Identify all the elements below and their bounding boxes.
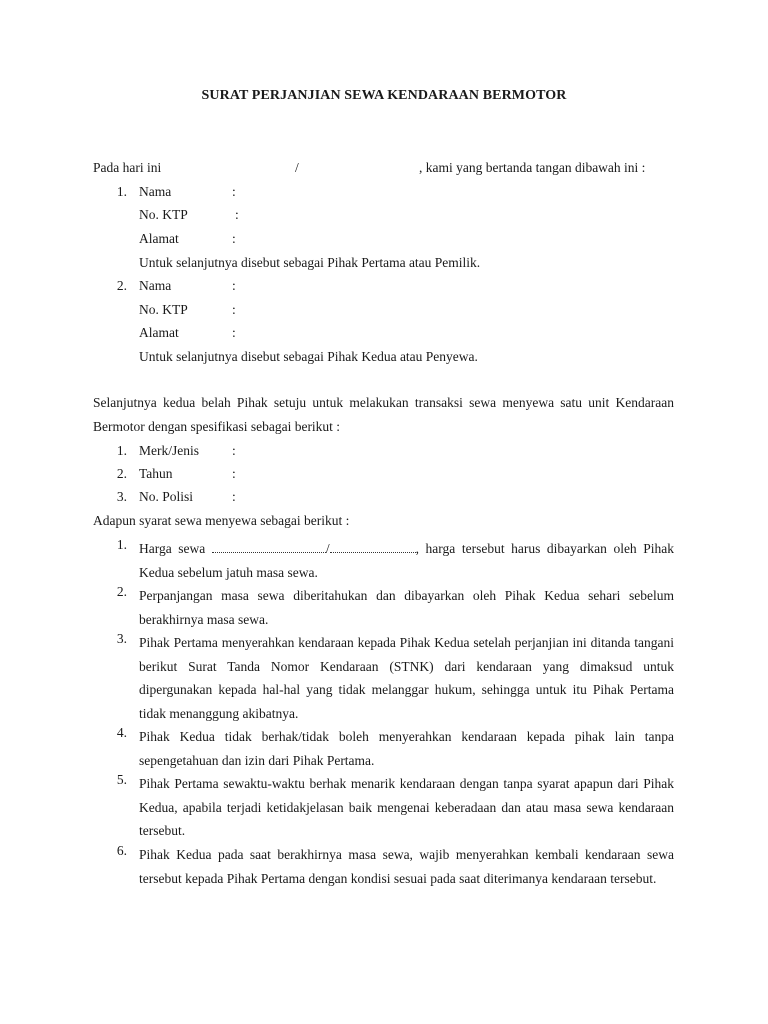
period-blank <box>330 541 416 553</box>
party-number: 1. <box>116 184 127 199</box>
list-number: 2. <box>116 466 127 481</box>
field-label-ktp: No. KTP <box>139 207 188 222</box>
field-colon: : <box>232 325 236 340</box>
field-label-ktp: No. KTP <box>139 302 188 317</box>
terms-intro: Adapun syarat sewa menyewa sebagai berikut : <box>93 513 350 528</box>
price-blank <box>212 541 326 553</box>
vehicle-label-polisi: No. Polisi <box>139 489 194 504</box>
opening-prefix: Pada hari ini <box>93 160 162 175</box>
document-title: SURAT PERJANJIAN SEWA KENDARAAN BERMOTOR <box>201 88 567 103</box>
opening-slash: / <box>295 160 299 175</box>
opening-suffix: , kami yang bertanda tangan dibawah ini : <box>419 160 646 175</box>
term-text: Pihak Pertama menyerahkan kendaraan kepada Pihak Kedua setelah perjanjian ini ditanda tangani berikut Surat Tanda Nomor Kendaraan (STNK) dari kendaraan yang dimaksud untuk dipergunakan kepada hal-hal yang tidak melanggar hukum, sehingga untuk itu Pihak Pertama tidak menanggung akibatnya. <box>139 635 674 721</box>
field-colon: : <box>232 466 236 481</box>
field-label-nama: Nama <box>139 278 172 293</box>
field-colon: : <box>232 302 236 317</box>
list-number: 3. <box>116 631 127 646</box>
list-number: 1. <box>116 443 127 458</box>
agreement-intro: Selanjutnya kedua belah Pihak setuju untuk melakukan transaksi sewa menyewa satu unit Kendaraan Bermotor dengan spesifikasi sebagai berikut : <box>93 395 674 434</box>
field-colon: : <box>232 184 236 199</box>
price-slash: / <box>325 541 330 556</box>
list-number: 4. <box>116 725 127 740</box>
list-number: 5. <box>116 772 127 787</box>
field-label-nama: Nama <box>139 184 172 199</box>
list-number: 2. <box>116 584 127 599</box>
term-price-text: , harga tersebut harus dibayarkan oleh Pihak Kedua sebelum jatuh masa sewa. <box>139 541 674 580</box>
field-colon: : <box>235 207 239 222</box>
list-number: 3. <box>116 489 127 504</box>
term-price-label: Harga sewa <box>139 541 206 556</box>
party-number: 2. <box>116 278 127 293</box>
term-text: Perpanjangan masa sewa diberitahukan dan dibayarkan oleh Pihak Kedua sehari sebelum berakhirnya masa sewa. <box>139 588 674 627</box>
field-label-alamat: Alamat <box>139 231 179 246</box>
list-number: 1. <box>116 537 127 552</box>
term-text: Pihak Kedua tidak berhak/tidak boleh menyerahkan kendaraan kepada pihak lain tanpa sepengetahuan dan izin dari Pihak Pertama. <box>139 729 674 768</box>
term-text: Pihak Pertama sewaktu-waktu berhak menarik kendaraan dengan tanpa syarat apapun dari Pihak Kedua, apabila terjadi ketidakjelasan baik mengenai keberadaan dan atau masa sewa kendaraan tersebut. <box>139 776 674 838</box>
field-colon: : <box>232 231 236 246</box>
vehicle-label-merk: Merk/Jenis <box>139 443 199 458</box>
vehicle-label-tahun: Tahun <box>139 466 173 481</box>
party-note: Untuk selanjutnya disebut sebagai Pihak Pertama atau Pemilik. <box>139 255 481 270</box>
term-text: Pihak Kedua pada saat berakhirnya masa sewa, wajib menyerahkan kembali kendaraan sewa tersebut kepada Pihak Pertama dengan kondisi sesuai pada saat diterimanya kendaraan tersebut. <box>139 847 674 886</box>
field-label-alamat: Alamat <box>139 325 179 340</box>
field-colon: : <box>232 443 236 458</box>
field-colon: : <box>232 489 236 504</box>
field-colon: : <box>232 278 236 293</box>
term-text <box>139 537 674 584</box>
list-number: 6. <box>116 843 127 858</box>
party-note: Untuk selanjutnya disebut sebagai Pihak Kedua atau Penyewa. <box>139 349 478 364</box>
